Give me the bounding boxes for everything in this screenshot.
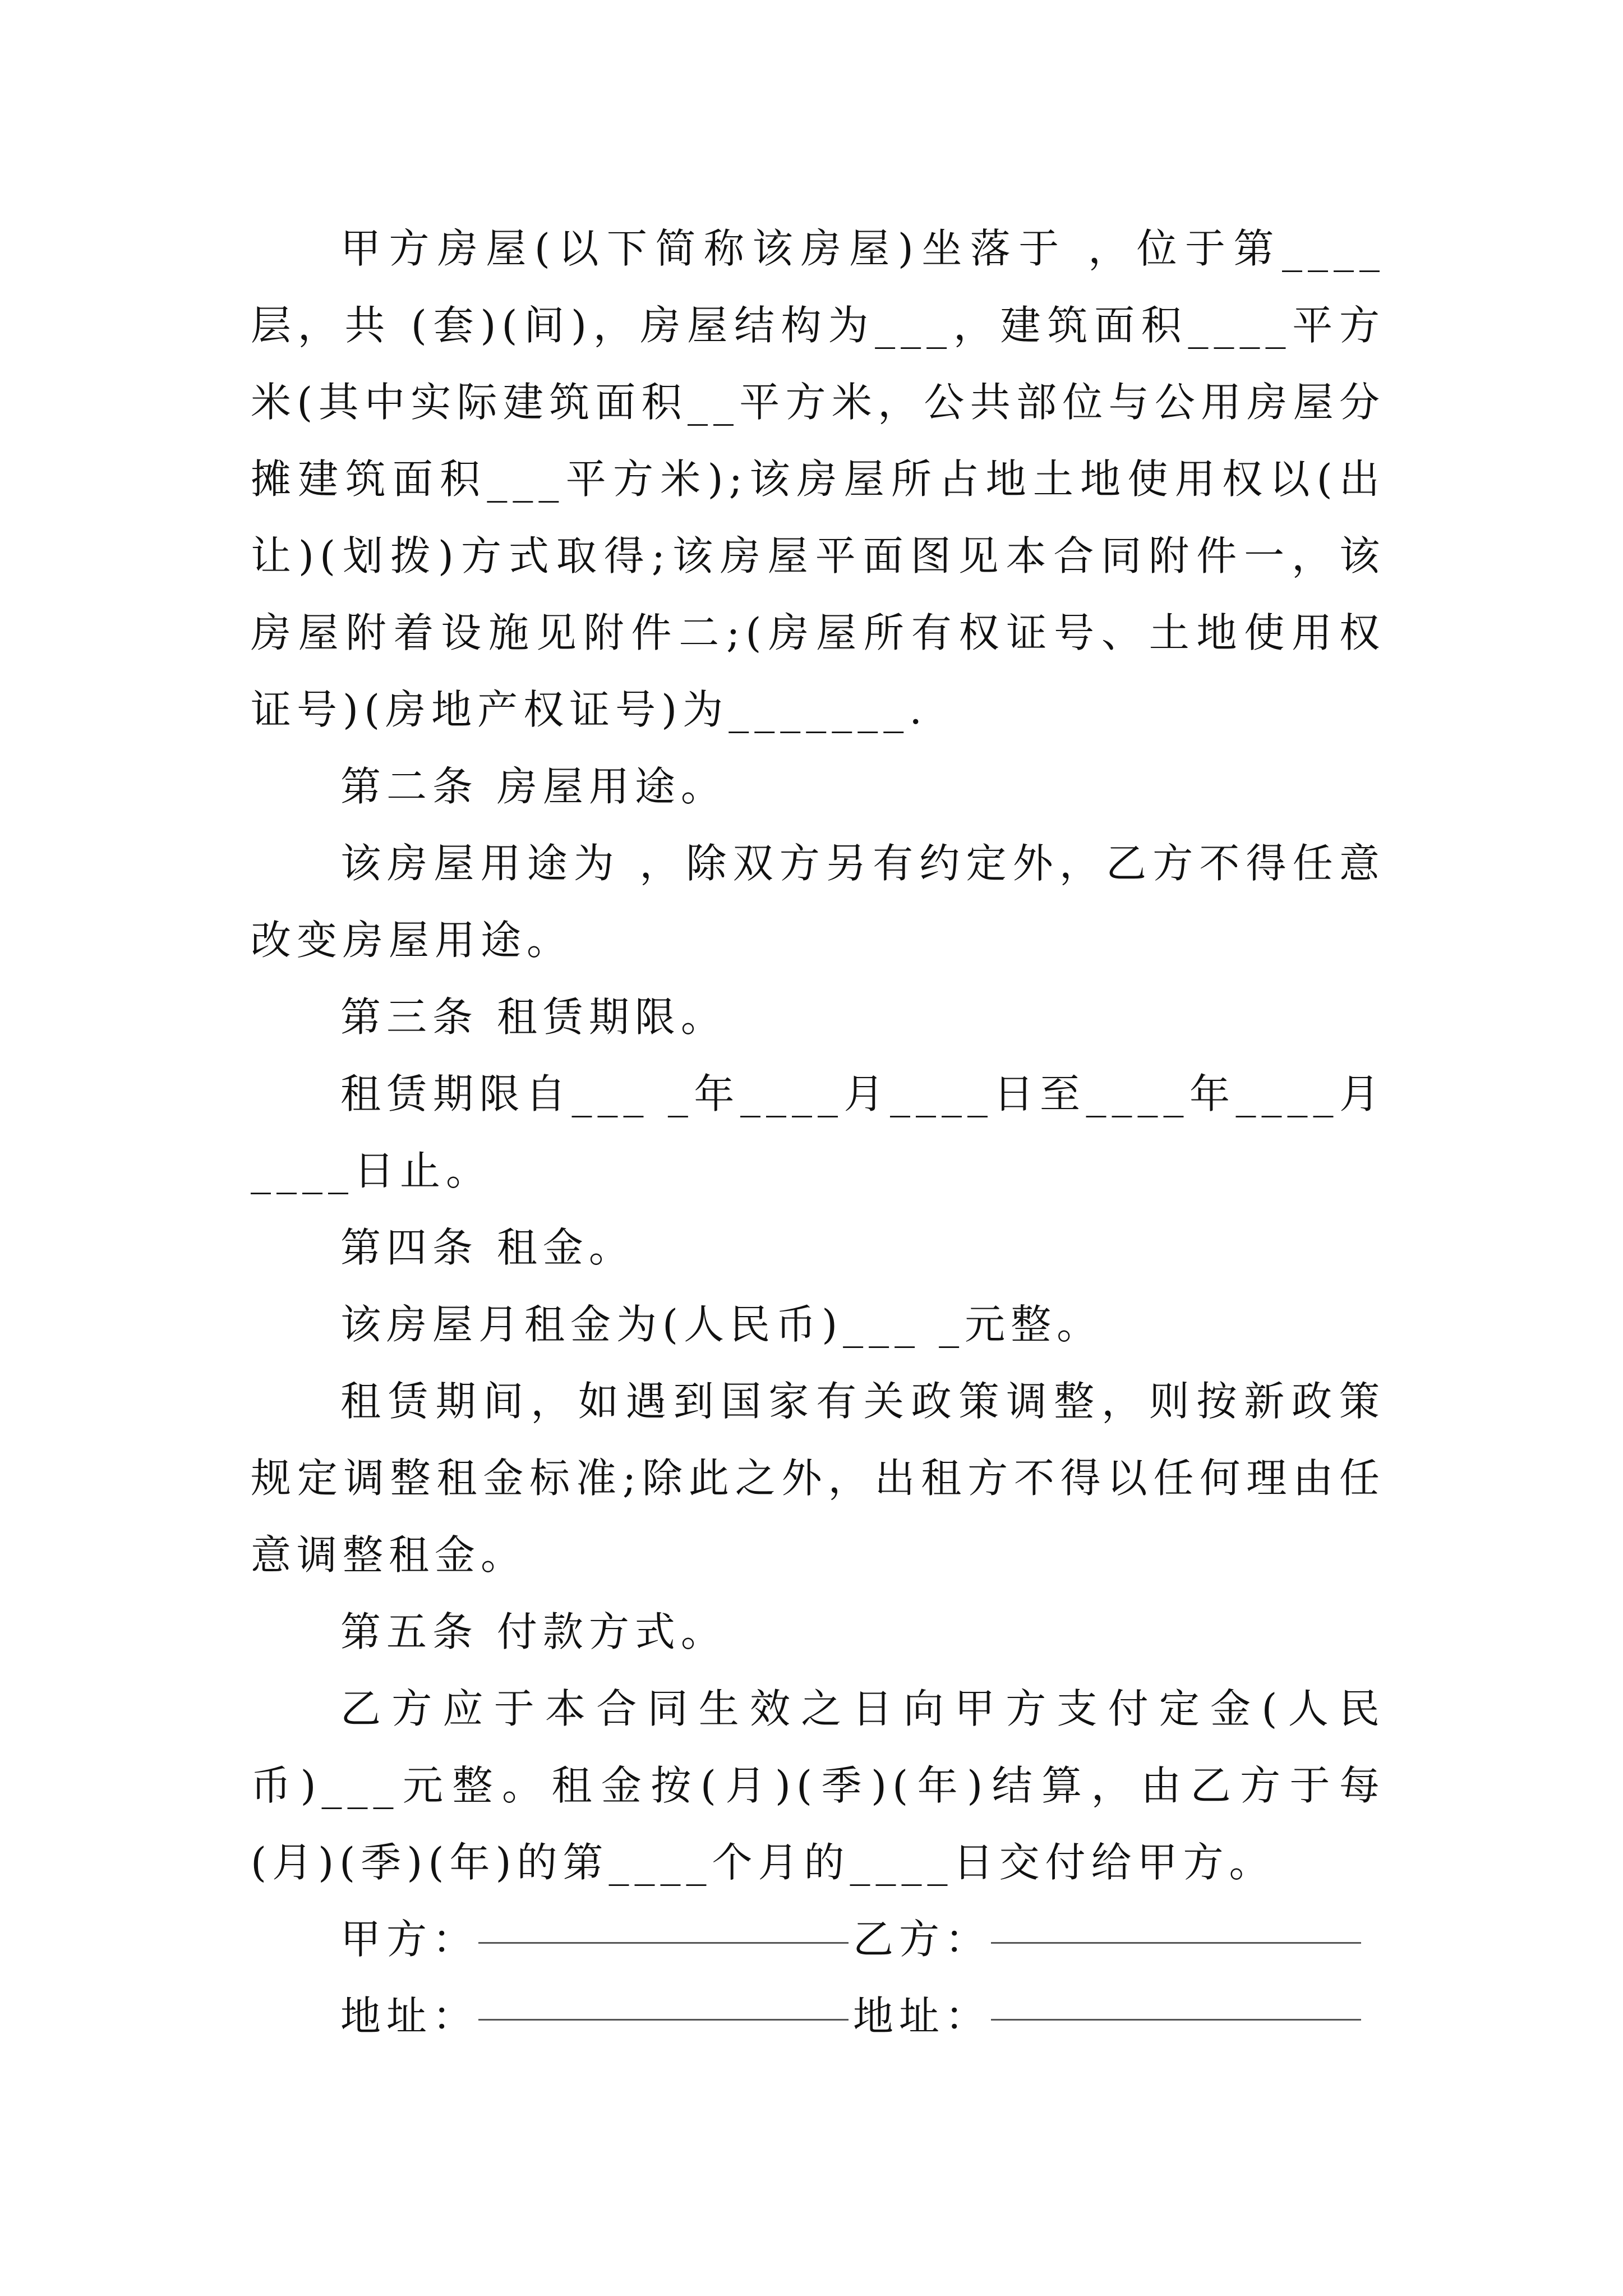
article4-heading: 第四条 租金。	[340, 1224, 635, 1271]
address-b-blank	[991, 2019, 1361, 2021]
contract-page	[251, 210, 1385, 2055]
party-b-blank	[991, 1942, 1361, 1944]
article3-heading: 第三条 租赁期限。	[340, 993, 727, 1041]
party-a-blank	[478, 1942, 849, 1944]
address-signature-row	[251, 1978, 1385, 2055]
article4-paragraph-2: 租赁期间，如遇到国家有关政策调整，则按新政策规定调整租金标准;除此之外，出租方不得以任何理由任意调整租金。	[251, 1378, 1385, 1579]
article2-heading: 第二条 房屋用途。	[340, 763, 727, 810]
party-a-label: 甲方：	[340, 1916, 479, 1963]
article2-paragraph: 该房屋用途为 ，除双方另有约定外，乙方不得任意改变房屋用途。	[251, 840, 1385, 964]
article1-paragraph: 甲方房屋(以下简称该房屋)坐落于 ，位于第____层，共 (套)(间)，房屋结构为___，建筑面积____平方米(其中实际建筑面积__平方米，公共部位与公用房屋分摊建筑面积___平方米);该房屋所占地土地使用权以(出让)(划拨)方式取得;该房屋平面图见本合同附件一，该房屋附着设施见附件二;(房屋所有权证号、土地使用权证号)(房地产权证号)为_______.	[251, 225, 1385, 733]
party-b-label: 乙方：	[853, 1916, 992, 1963]
article4-paragraph-1: 该房屋月租金为(人民币)___ _元整。	[340, 1301, 1103, 1348]
article5-paragraph: 乙方应于本合同生效之日向甲方支付定金(人民币)___元整。租金按(月)(季)(年)结算，由乙方于每(月)(季)(年)的第____个月的____日交付给甲方。	[251, 1685, 1385, 1886]
party-signature-row	[251, 1901, 1385, 1978]
address-a-label: 地址：	[340, 1993, 479, 2040]
address-b-label: 地址：	[853, 1993, 992, 2040]
article3-paragraph: 租赁期限自___ _年____月____日至____年____月____日止。	[251, 1070, 1385, 1194]
address-a-blank	[478, 2019, 849, 2021]
article5-heading: 第五条 付款方式。	[340, 1608, 727, 1655]
